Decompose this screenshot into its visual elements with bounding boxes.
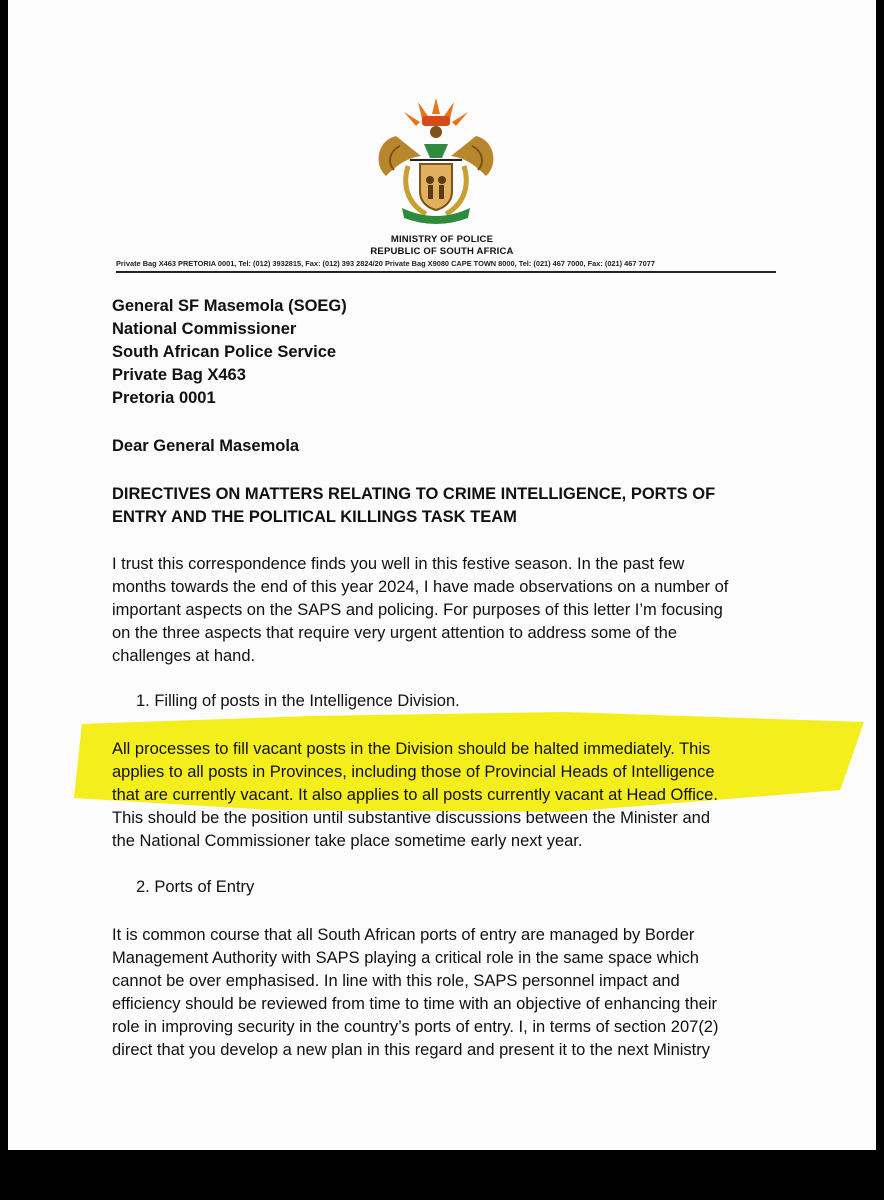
- section-1-heading: 1. Filling of posts in the Intelligence Division.: [136, 692, 460, 710]
- letterhead-address: Private Bag X463 PRETORIA 0001, Tel: (012) 3932815, Fax: (012) 393 2824/20 Private Bag X9080 CAPE TOWN 8000, Tel: (021) 467 7000, Fax: (021) 467 7077: [116, 259, 776, 273]
- section-2-line: role in improving security in the country’s ports of entry. I, in terms of section 207(2): [112, 1018, 719, 1036]
- subject-line: ENTRY AND THE POLITICAL KILLINGS TASK TEAM: [112, 508, 517, 526]
- intro-line: challenges at hand.: [112, 647, 256, 665]
- intro-line: I trust this correspondence finds you well in this festive season. In the past few: [112, 555, 685, 573]
- section-1-line: All processes to fill vacant posts in the Division should be halted immediately. This: [112, 740, 711, 758]
- section-2-line: Management Authority with SAPS playing a critical role in the same space which: [112, 949, 699, 967]
- section-1-line: that are currently vacant. It also applies to all posts currently vacant at Head Office.: [112, 786, 718, 804]
- section-1-line: This should be the position until substantive discussions between the Minister and: [112, 809, 711, 827]
- salutation: Dear General Masemola: [112, 437, 300, 455]
- section-1-line: the National Commissioner take place sometime early next year.: [112, 832, 583, 850]
- recipient-line: General SF Masemola (SOEG): [112, 297, 347, 315]
- recipient-line: South African Police Service: [112, 343, 337, 361]
- coat-of-arms-icon: [366, 96, 506, 226]
- section-2-line: cannot be over emphasised. In line with this role, SAPS personnel impact and: [112, 972, 680, 990]
- ministry-name: MINISTRY OF POLICE: [390, 234, 494, 245]
- recipient-line: Pretoria 0001: [112, 389, 216, 407]
- intro-line: on the three aspects that require very urgent attention to address some of the: [112, 624, 678, 642]
- section-1-line: applies to all posts in Provinces, including those of Provincial Heads of Intelligence: [112, 763, 715, 781]
- intro-line: important aspects on the SAPS and policing. For purposes of this letter I’m focusing: [112, 601, 723, 619]
- letter-page: [8, 0, 876, 1150]
- section-2-line: It is common course that all South African ports of entry are managed by Border: [112, 926, 695, 944]
- section-2-heading: 2. Ports of Entry: [136, 878, 255, 896]
- subject-line: DIRECTIVES ON MATTERS RELATING TO CRIME INTELLIGENCE, PORTS OF: [112, 485, 716, 503]
- section-2-line: efficiency should be reviewed from time to time with an objective of enhancing their: [112, 995, 718, 1013]
- recipient-line: Private Bag X463: [112, 366, 246, 384]
- intro-line: months towards the end of this year 2024, I have made observations on a number of: [112, 578, 729, 596]
- republic-name: REPUBLIC OF SOUTH AFRICA: [370, 246, 514, 257]
- section-2-line: direct that you develop a new plan in this regard and present it to the next Ministry: [112, 1041, 711, 1059]
- recipient-line: National Commissioner: [112, 320, 297, 338]
